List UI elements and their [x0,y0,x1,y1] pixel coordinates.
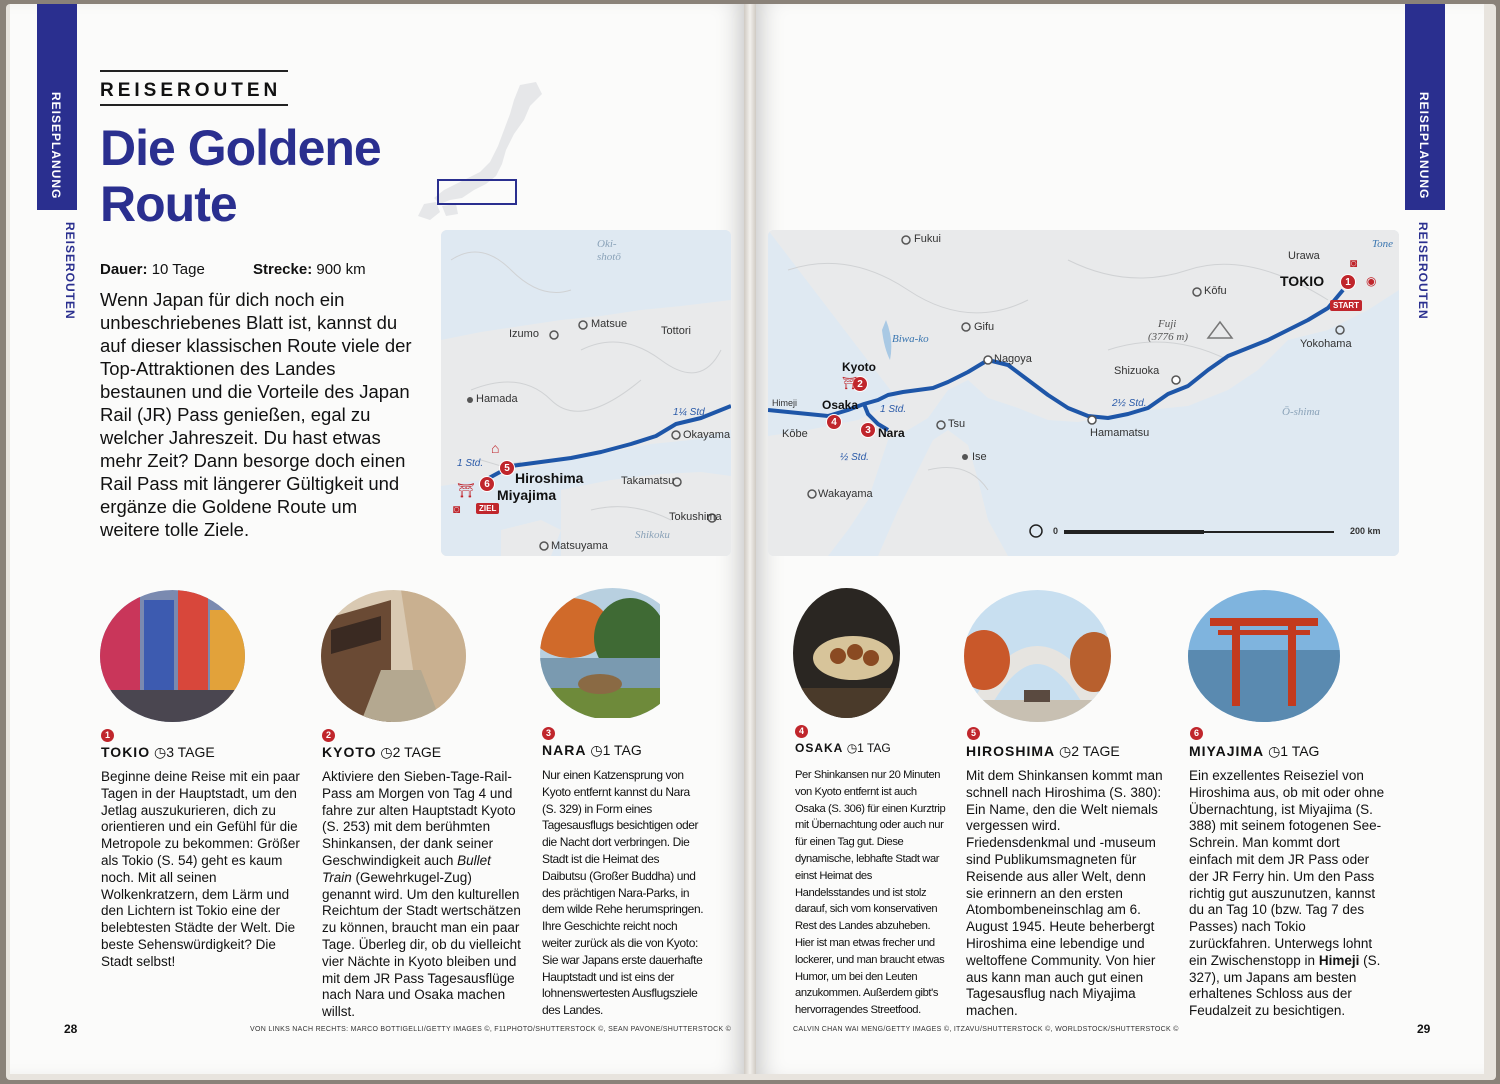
photo-credit-right: CALVIN CHAN WAI MENG/GETTY IMAGES ©, ITZAVU/SHUTTERSTOCK ©, WORLDSTOCK/SHUTTERSTOCK © [793,1026,1179,1033]
map-label-okayama: Okayama [683,429,731,441]
kicker-top-rule [100,70,288,72]
map-label-kobe: Kōbe [782,428,808,440]
map-rail-time-1: 1 Std. [457,458,484,469]
map-label-hamada: Hamada [476,393,518,405]
map-label-biwako: Biwa-ko [892,333,929,345]
stop-city-kyoto: KYOTO [322,744,377,760]
stop-text-kyoto-a: Aktiviere den Sieben-Tage-Rail-Pass am Morgen von Tag 4 und fahre zur alten Hauptstadt Kyoto (S. 253) mit dem berühmten Shinkansen, der dank seiner Geschwindigkeit auch [322,769,516,868]
map-start-flag: START [1330,300,1362,311]
stop-city-tokio: TOKIO [101,744,151,760]
distance-label: Strecke: [253,261,313,278]
eye-icon: ◉ [1366,274,1377,288]
stop-heading-kyoto [322,744,441,761]
map-label-tottori: Tottori [661,325,691,337]
photo-nara [540,588,685,720]
stop-number-1: 1 [101,729,114,742]
map-marker-5: 5 [499,460,515,476]
duration-label: Dauer: [100,261,148,278]
chapter-tab-left [37,4,77,210]
photo-tokyo [100,590,245,722]
stop-text-hiroshima: Mit dem Shinkansen kommt man schnell nach Hiroshima (S. 380): Ein Name, den die Welt niemals vergessen wird. Friedensdenkmal und -museum sind Publikumsmagneten für Reisende aus aller Welt, denn sie erinnern an den ersten Atombombeneinschlag am 6. August 1945. Heute beherbergt Hiroshima eine lebendige und weltoffene Community. Von hier aus kann man auch gut einen Tagesausflug nach Miyajima machen. [966,768,1163,1019]
stop-city-nara: NARA [542,742,587,758]
map-label-wakayama: Wakayama [818,488,873,500]
section-side-label-right: REISEROUTEN [1416,222,1430,320]
page-number-right: 29 [1417,1022,1431,1036]
japan-overview-silhouette [410,80,560,240]
intro-paragraph: Wenn Japan für dich noch ein unbeschriebenes Blatt ist, kannst du auf dieser klassischen Route viele der Top-Attraktionen des Landes bestaunen und die Vorteile des Japan Rail (JR) Pass genießen, egal zu welcher Jahreszeit. Du hast etwas mehr Zeit? Dann besorge doch einen Rail Pass mit längerer Gültigkeit und ergänze die Goldene Route um weitere tolle Ziele. [100,289,412,540]
stop-duration-miyajima: 1 TAG [1280,743,1320,759]
stop-duration-kyoto: 2 TAGE [392,744,442,760]
map-label-oshima: Ō-shima [1282,406,1320,418]
clock-icon: ◷ [380,744,393,760]
clock-icon: ◷ [590,742,603,758]
chapter-tab-label-right: REISEPLANUNG [1417,92,1431,200]
stop-text-kyoto-b: (Gewehrkugel-Zug) genannt wird. Um den kulturellen Reichtum der Stadt wertschätzen zu können, braucht man ein paar Tage. Überleg dir, ob du vielleicht vier Nächte in Kyoto bleiben und mit dem JR Pass Tagesausflüge nach Nara und Osaka machen willst. [322,869,521,1020]
stop-text-kyoto [322,769,522,1021]
stop-heading-nara [542,742,642,759]
photo-miyajima-art [1188,590,1340,722]
distance-meta [253,261,366,278]
photo-credit-left: VON LINKS NACH RECHTS: MARCO BOTTIGELLI/GETTY IMAGES ©, F11PHOTO/SHUTTERSTOCK ©, SEAN PAVONE/SHUTTERSTOCK © [250,1026,732,1033]
map-rail-time-kyoto: 1 Std. [880,404,907,415]
stop-text-miyajima [1189,768,1385,1020]
map-scale-200: 200 km [1350,526,1381,536]
map-label-tone: Tone [1372,238,1393,250]
photo-hiroshima-art [964,590,1111,722]
map-marker-2: 2 [852,376,868,392]
map-rail-time-nara: ½ Std. [840,452,869,463]
map-label-takamatsu: Takamatsu [621,475,675,487]
stop-duration-nara: 1 TAG [602,742,642,758]
stop-heading-hiroshima [966,743,1120,760]
stop-heading-tokio [101,744,215,761]
stop-city-osaka: OSAKA [795,741,844,755]
map-marker-4: 4 [826,414,842,430]
photo-hiroshima [964,590,1111,722]
map-label-kofu: Kōfu [1204,285,1227,297]
map-label-miyajima: Miyajima [497,487,557,503]
map-label-kyoto: Kyoto [842,360,876,374]
stop-text-miyajima-a: Ein exzellentes Reiseziel von Hiroshima aus, ob mit oder ohne Übernachtung, ist Miyajima (S. 388) mit seinem fotogenen See-Schrein. Man kommt dort einfach mit dem JR Pass oder der JR Ferry hin. Um den Pass richtig gut auszunutzen, kannst du an Tag 10 (bzw. Tag 7 des Passes) nach Tokio zurückfahren. Unterwegs lohnt ein Zwischenstopp in [1189,768,1385,968]
map-marker-3: 3 [860,422,876,438]
map-label-tokushima: Tokushima [669,511,722,523]
map-label-fukui: Fukui [914,233,941,245]
photo-tokyo-art [100,590,245,722]
duration-meta [100,261,205,278]
section-kicker: REISEROUTEN [100,80,282,101]
stop-text-nara: Nur einen Katzensprung von Kyoto entfernt kannst du Nara (S. 329) in Form eines Tagesausflugs besichtigen oder die Nacht dort verbringen. Die Stadt ist die Heimat des Daibutsu (Großer Buddha) und des prächtigen Nara-Parks, in dem wilde Rehe herumspringen. Ihre Geschichte reicht noch weiter zurück als die von Kyoto: Sie war Japans erste dauerhafte Hauptstadt und ist eins der lohnenswertesten Ausflugsziele des Landes. [542,768,704,1018]
photo-osaka-art [793,588,900,718]
stop-city-miyajima: MIYAJIMA [1189,743,1265,759]
stop-number-3: 3 [542,727,555,740]
map-label-fuji: Fuji [1158,318,1177,330]
stop-number-4: 4 [795,725,808,738]
stop-duration-tokio: 3 TAGE [166,744,215,760]
pagoda-icon: ⛩ [842,376,858,390]
page-number-left: 28 [64,1022,78,1036]
stop-heading-miyajima [1189,743,1319,760]
stop-text-osaka: Per Shinkansen nur 20 Minuten von Kyoto entfernt ist auch Osaka (S. 306) für einen Kurztrip mit Übernachtung oder auch nur für einen Tag gut. Diese dynamische, lebhafte Stadt war einst Heimat des Handelsstandes und ist stolz darauf, sich vom konservativen Rest des Landes abzuheben. Hier ist man etwas frecher und lockerer, und man braucht etwas Humor, um bei den Leuten anzukommen. Außerdem gibt's hervorragendes Streetfood. [795,769,946,1017]
map-label-oki-2: shotō [597,251,621,263]
map-label-ise: Ise [972,451,987,463]
book-spine [744,4,756,1074]
map-ziel-flag: ZIEL [476,503,499,514]
chapter-tab-label: REISEPLANUNG [49,92,63,200]
title-line-2: Route [100,176,237,232]
kicker-bottom-rule [100,104,288,106]
map-label-shizuoka: Shizuoka [1114,365,1160,377]
map-label-fuji-height: (3776 m) [1148,331,1189,343]
map-label-yokohama: Yokohama [1300,338,1352,350]
map-rail-time-shizuoka: 2½ Std. [1112,398,1147,409]
map-label-gifu: Gifu [974,321,995,333]
stop-heading-osaka [795,741,891,755]
route-map-west [441,230,731,556]
map-label-nara: Nara [878,426,905,440]
map-label-izumo: Izumo [509,328,539,340]
route-map-east [768,230,1399,556]
map-label-shikoku: Shikoku [635,529,670,541]
map-label-tokio: TOKIO [1280,273,1325,289]
stop-text-kyoto-italic: Bullet Train [322,852,491,885]
camera-icon: ◙ [453,502,461,516]
torii-icon: ⛩ [457,482,475,498]
clock-icon: ◷ [153,744,167,760]
map-label-osaka: Osaka [822,398,859,412]
map-label-nagoya: Nagoya [994,353,1032,365]
stop-text-tokio: Beginne deine Reise mit ein paar Tagen in der Hauptstadt, um den Jetlag auszukurieren, dich zu orientieren und ein Gefühl für die Metropole zu bekommen: Größer als Tokio (S. 54) geht es kaum noch. Mit all seinen Wolkenkratzern, dem Lärm und den Lichtern ist Tokio eine der belebtesten Städte der Welt. Die beste Sehenswürdigkeit? Die Stadt selbst! [101,769,300,969]
map-marker-1: 1 [1340,274,1356,290]
stop-duration-osaka: 1 TAG [857,741,891,755]
map-label-matsue: Matsue [591,318,628,330]
chapter-tab-right [1405,4,1445,210]
section-side-label-left: REISEROUTEN [63,222,77,320]
stop-number-2: 2 [322,729,335,742]
map-label-oki: Oki- [597,238,617,250]
stop-number-6: 6 [1190,727,1203,740]
stop-city-hiroshima: HIROSHIMA [966,743,1056,759]
map-label-matsuyama: Matsuyama [551,540,608,552]
camera-icon-tokyo: ◙ [1350,256,1358,270]
clock-icon: ◷ [1059,743,1072,759]
distance-value: 900 km [316,261,366,278]
title-line-1: Die Goldene [100,120,381,176]
map-label-himeji: Himeji [772,398,798,408]
stop-text-miyajima-b: (S. 327), um Japans am besten erhaltenes Schloss aus der Feudalzeit zu besichtigen. [1189,952,1381,1019]
photo-kyoto-art [321,590,466,722]
clock-icon: ◷ [846,741,858,755]
stop-number-5: 5 [967,727,980,740]
stop-text-miyajima-bold: Himeji [1318,952,1360,968]
photo-osaka [793,588,900,718]
map-rail-time-2: 1¼ Std. [673,407,708,418]
map-scale-0: 0 [1053,526,1059,536]
stop-duration-hiroshima: 2 TAGE [1071,743,1120,759]
photo-miyajima [1188,590,1340,722]
map-label-tsu: Tsu [948,418,966,430]
photo-kyoto [321,590,466,722]
museum-icon: ⌂ [491,440,500,456]
map-label-urawa: Urawa [1288,250,1320,262]
page-title [100,120,381,232]
map-label-hiroshima: Hiroshima [515,470,584,486]
clock-icon: ◷ [1268,743,1281,759]
map-label-hamamatsu: Hamamatsu [1090,427,1150,439]
map-marker-6: 6 [479,476,495,492]
duration-value: 10 Tage [151,261,205,278]
